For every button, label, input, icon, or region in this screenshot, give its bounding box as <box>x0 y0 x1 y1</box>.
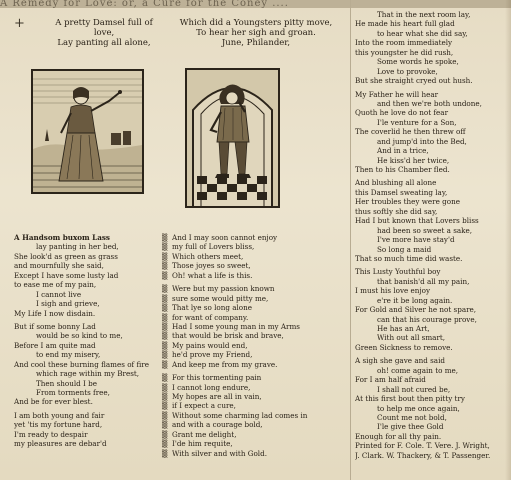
verse-line <box>355 108 507 117</box>
verse-text: I shall not cured be, <box>377 384 451 394</box>
verse-text: A Handsom buxom Lass <box>14 233 110 242</box>
verse-text: And cool these burning flames of fire <box>14 359 149 369</box>
verse-text: thus softly she did say, <box>355 206 438 216</box>
ornament-border-icon: ▒ <box>162 341 168 350</box>
verse-line <box>14 430 162 439</box>
verse-line <box>355 267 507 276</box>
verse-line <box>162 252 348 261</box>
verse-text: Love to provoke, <box>377 66 438 76</box>
caption-left <box>44 18 164 48</box>
verse-text: I'm ready to despair <box>14 429 88 439</box>
verse-line <box>162 392 348 401</box>
verse-text: She look'd as green as grass <box>14 251 118 261</box>
verse-text: I'de him requite, <box>172 439 233 449</box>
verse-text: For Gold and Silver he not spare, <box>355 305 477 315</box>
verse-text: yet 'tis my fortune hard, <box>14 420 103 430</box>
verse-line <box>355 451 507 460</box>
verse-text: Her troubles they were gone <box>355 197 460 207</box>
verse-text: which rage within my Brest, <box>36 369 140 379</box>
verse-text: My pains would end, <box>172 340 248 350</box>
verse-line <box>14 331 162 340</box>
verse-line <box>162 233 348 242</box>
verse-text: Count me not bold, <box>377 412 447 422</box>
verse-text: Except I have some lusty lad <box>14 270 119 280</box>
ornament-border-icon: ▒ <box>162 313 168 322</box>
verse-line <box>355 356 507 365</box>
ballad-column-left <box>14 233 162 449</box>
verse-text: With silver and with Gold. <box>172 448 267 458</box>
verse-line <box>14 271 162 280</box>
verse-text: and jump'd into the Bed, <box>377 136 467 146</box>
ornament-border-icon: ▒ <box>162 421 168 430</box>
verse-line <box>162 242 348 251</box>
ornament-border-icon: ▒ <box>162 449 168 458</box>
ornament-border-icon: ▒ <box>162 430 168 439</box>
verse-line <box>355 375 507 384</box>
verse-text: to end my misery, <box>36 350 101 360</box>
verse-text: e're it be long again. <box>377 295 453 305</box>
verse-text: to hear what she did say, <box>377 28 468 38</box>
verse-text: I cannot long endure, <box>172 382 251 392</box>
verse-text: Before I am quite mad <box>14 340 96 350</box>
ornament-border-icon: ▒ <box>162 262 168 271</box>
verse-line <box>14 299 162 308</box>
verse-text: Green Sickness to remove. <box>355 342 453 352</box>
verse-line <box>14 360 162 369</box>
verse-line <box>14 411 162 420</box>
verse-text: That in the next room lay, <box>377 10 471 19</box>
verse-text: He kiss'd her twice, <box>377 155 450 165</box>
verse-line <box>355 57 507 66</box>
verse-text: sure some would pitty me, <box>172 293 269 303</box>
verse-text: this youngster he did rush, <box>355 47 454 57</box>
verse-line <box>14 252 162 261</box>
verse-text: The coverlid he then threw off <box>355 127 466 137</box>
verse-text: I'le venture for a Son, <box>377 117 457 127</box>
verse-line <box>355 305 507 314</box>
verse-text: A sigh she gave and said <box>355 356 445 366</box>
verse-line <box>355 315 507 324</box>
verse-text: And in a trice, <box>377 146 429 156</box>
verse-line <box>355 76 507 85</box>
verse-text: my full of Lovers bliss, <box>172 242 255 252</box>
verse-text: Into the room immediately <box>355 38 453 48</box>
verse-line <box>14 369 162 378</box>
verse-line <box>14 439 162 448</box>
verse-line <box>355 207 507 216</box>
verse-text: Grant me delight, <box>172 429 237 439</box>
verse-text: Had I but known that Lovers bliss <box>355 216 479 226</box>
ornament-border-icon: ▒ <box>162 271 168 280</box>
ornament-border-icon: ▒ <box>162 294 168 303</box>
verse-text: Those joyes so sweet, <box>172 261 251 271</box>
page-edge-shadow <box>505 0 511 480</box>
caption-middle-line: June, Philander, <box>221 38 291 48</box>
ornament-border-icon: ▒ <box>162 351 168 360</box>
verse-text: Which others meet, <box>172 251 244 261</box>
verse-line <box>355 226 507 235</box>
verse-text: Then should I be <box>36 378 98 388</box>
verse-line <box>162 331 348 340</box>
verse-line <box>14 261 162 270</box>
verse-line <box>162 420 348 429</box>
registration-mark: + <box>14 16 25 31</box>
verse-line <box>162 373 348 382</box>
verse-line <box>162 360 348 369</box>
verse-text: and mournfully she said, <box>14 261 104 271</box>
verse-line <box>355 413 507 422</box>
verse-line <box>355 19 507 28</box>
caption-middle <box>176 18 336 48</box>
verse-text: to ease me of my pain, <box>14 280 97 290</box>
ornament-border-icon: ▒ <box>162 322 168 331</box>
ornament-border-icon: ▒ <box>162 332 168 341</box>
verse-text: He has an Art, <box>377 324 430 333</box>
ornament-border-icon: ▒ <box>162 360 168 369</box>
verse-line <box>14 397 162 406</box>
verse-text: that banish'd all my pain, <box>377 276 470 286</box>
verse-text: Oh! what a life is this. <box>172 270 253 280</box>
verse-text: I must his love enjoy <box>355 286 431 296</box>
verse-text: At this first bout then pitty try <box>355 394 465 404</box>
verse-text: From torments free, <box>36 388 110 397</box>
verse-line <box>355 10 507 19</box>
verse-text: That lye so long alone <box>172 303 253 313</box>
verse-text: my pleasures are debar'd <box>14 439 107 449</box>
verse-text: For I am half afraid <box>355 375 426 385</box>
verse-line <box>355 118 507 127</box>
verse-line <box>14 290 162 299</box>
verse-line <box>355 366 507 375</box>
verse-line <box>355 404 507 413</box>
verse-line <box>162 401 348 410</box>
verse-text: lay panting in her bed, <box>36 242 119 252</box>
verse-text: Printed for F. Cole. T. Vere. J. Wright, <box>355 441 490 451</box>
verse-text: Without some charming lad comes in <box>172 410 308 420</box>
verse-line <box>355 385 507 394</box>
verse-line <box>355 441 507 450</box>
verse-line <box>355 286 507 295</box>
verse-text: And blushing all alone <box>355 178 437 188</box>
verse-line <box>355 394 507 403</box>
verse-text: And I may soon cannot enjoy <box>172 233 278 242</box>
verse-text: I cannot live <box>36 289 82 299</box>
verse-line <box>355 296 507 305</box>
verse-line <box>162 284 348 293</box>
verse-line <box>355 235 507 244</box>
verse-text: For this tormenting pain <box>172 373 262 383</box>
verse-line <box>355 127 507 136</box>
verse-line <box>162 322 348 331</box>
verse-line <box>162 439 348 448</box>
verse-line <box>355 245 507 254</box>
verse-line <box>355 99 507 108</box>
verse-line <box>14 242 162 251</box>
ornament-border-icon: ▒ <box>162 285 168 294</box>
ballad-column-right <box>355 10 507 460</box>
verse-text: to help me once again, <box>377 403 460 413</box>
verse-line <box>14 233 162 242</box>
verse-text: I am both young and fair <box>14 410 105 420</box>
verse-line <box>14 341 162 350</box>
ornament-border-icon: ▒ <box>162 252 168 261</box>
verse-text: had been so sweet a sake, <box>377 225 473 235</box>
verse-text: would be so kind to me, <box>36 331 123 341</box>
verse-line <box>355 277 507 286</box>
verse-line <box>355 254 507 263</box>
verse-text: oh! come again to me, <box>377 365 459 375</box>
verse-text: So long a maid <box>377 244 432 254</box>
verse-line <box>355 90 507 99</box>
verse-line <box>162 261 348 270</box>
ornament-border-icon: ▒ <box>162 374 168 383</box>
ornament-border-icon: ▒ <box>162 234 168 242</box>
verse-text: that would be brisk and brave, <box>172 331 284 341</box>
verse-line <box>355 197 507 206</box>
verse-line <box>355 38 507 47</box>
verse-text: if I expect a cure, <box>172 401 236 411</box>
ornament-border-icon: ▒ <box>162 383 168 392</box>
verse-text: Had I some young man in my Arms <box>172 321 300 331</box>
verse-line <box>162 449 348 458</box>
ornament-border-icon: ▒ <box>162 402 168 411</box>
verse-line <box>162 313 348 322</box>
verse-line <box>355 333 507 342</box>
verse-line <box>355 48 507 57</box>
verse-text: And keep me from my grave. <box>172 359 278 369</box>
verse-line <box>14 322 162 331</box>
verse-text: He made his heart full glad <box>355 19 455 29</box>
verse-line <box>355 156 507 165</box>
verse-text: Were but my passion known <box>172 284 275 294</box>
verse-text: I sigh and grieve, <box>36 299 100 309</box>
verse-text: But she straight cryed out hush. <box>355 76 473 86</box>
verse-text: My Father he will hear <box>355 89 439 99</box>
gentleman-woodcut-image <box>187 70 278 206</box>
caption-left-line: Lay panting all alone, <box>57 38 151 48</box>
verse-text: I'le give thee Gold <box>377 422 444 432</box>
verse-text: for want of company. <box>172 312 249 322</box>
verse-line <box>355 146 507 155</box>
damsel-woodcut-image <box>33 71 142 192</box>
verse-line <box>355 67 507 76</box>
verse-text: Quoth he love do not fear <box>355 108 449 118</box>
verse-line <box>355 432 507 441</box>
verse-line <box>355 137 507 146</box>
verse-line <box>355 343 507 352</box>
verse-text: With out all smart, <box>377 333 446 343</box>
gentleman-woodcut <box>185 68 280 208</box>
column-rule <box>350 0 351 480</box>
verse-line <box>355 29 507 38</box>
ornament-border-icon: ▒ <box>162 411 168 420</box>
verse-text: can that his courage prove, <box>377 314 477 324</box>
verse-text: And be for ever blest. <box>14 397 93 407</box>
verse-line <box>14 309 162 318</box>
ballad-column-middle <box>162 233 348 458</box>
verse-line <box>355 165 507 174</box>
caption-middle-line: To hear her sigh and groan. <box>196 28 316 38</box>
verse-text: My Life I now disdain. <box>14 308 96 318</box>
caption-middle-line: Which did a Youngsters pitty move, <box>179 18 333 28</box>
ornament-border-icon: ▒ <box>162 304 168 313</box>
verse-text: Some words he spoke, <box>377 57 459 67</box>
verse-text: and then we're both undone, <box>377 98 482 108</box>
verse-text: this Damsel sweating lay, <box>355 187 448 197</box>
verse-text: That so much time did waste. <box>355 253 463 263</box>
verse-line <box>162 341 348 350</box>
ornament-border-icon: ▒ <box>162 440 168 449</box>
verse-text: J. Clark. W. Thackery, & T. Passenger. <box>355 450 491 460</box>
verse-line <box>14 388 162 397</box>
verse-text: and with a courage bold, <box>172 420 263 430</box>
verse-line <box>162 430 348 439</box>
header-strip: A Remedy for Love: or, a Cure for the Coney .... <box>0 0 511 8</box>
verse-line <box>14 280 162 289</box>
verse-line <box>162 294 348 303</box>
verse-line <box>355 324 507 333</box>
verse-line <box>14 350 162 359</box>
ornament-border-icon: ▒ <box>162 243 168 252</box>
verse-text: My hopes are all in vain, <box>172 392 262 401</box>
verse-line <box>162 383 348 392</box>
verse-text: I've more have stay'd <box>377 235 455 245</box>
verse-line <box>162 303 348 312</box>
verse-line <box>162 411 348 420</box>
verse-text: But if some bonny Lad <box>14 321 96 331</box>
verse-line <box>162 271 348 280</box>
verse-line <box>355 188 507 197</box>
verse-line <box>355 216 507 225</box>
verse-line <box>162 350 348 359</box>
verse-text: This Lusty Youthful boy <box>355 267 441 277</box>
verse-line <box>355 178 507 187</box>
ornament-border-icon: ▒ <box>162 393 168 401</box>
verse-line <box>355 422 507 431</box>
verse-text: Enough for all thy pain. <box>355 431 442 441</box>
verse-text: he'd prove my Friend, <box>172 350 253 360</box>
verse-line <box>14 379 162 388</box>
verse-line <box>14 420 162 429</box>
caption-left-line: A pretty Damsel full of love, <box>55 18 153 38</box>
verse-text: Then to his Chamber fled. <box>355 165 450 174</box>
damsel-woodcut <box>31 69 144 194</box>
